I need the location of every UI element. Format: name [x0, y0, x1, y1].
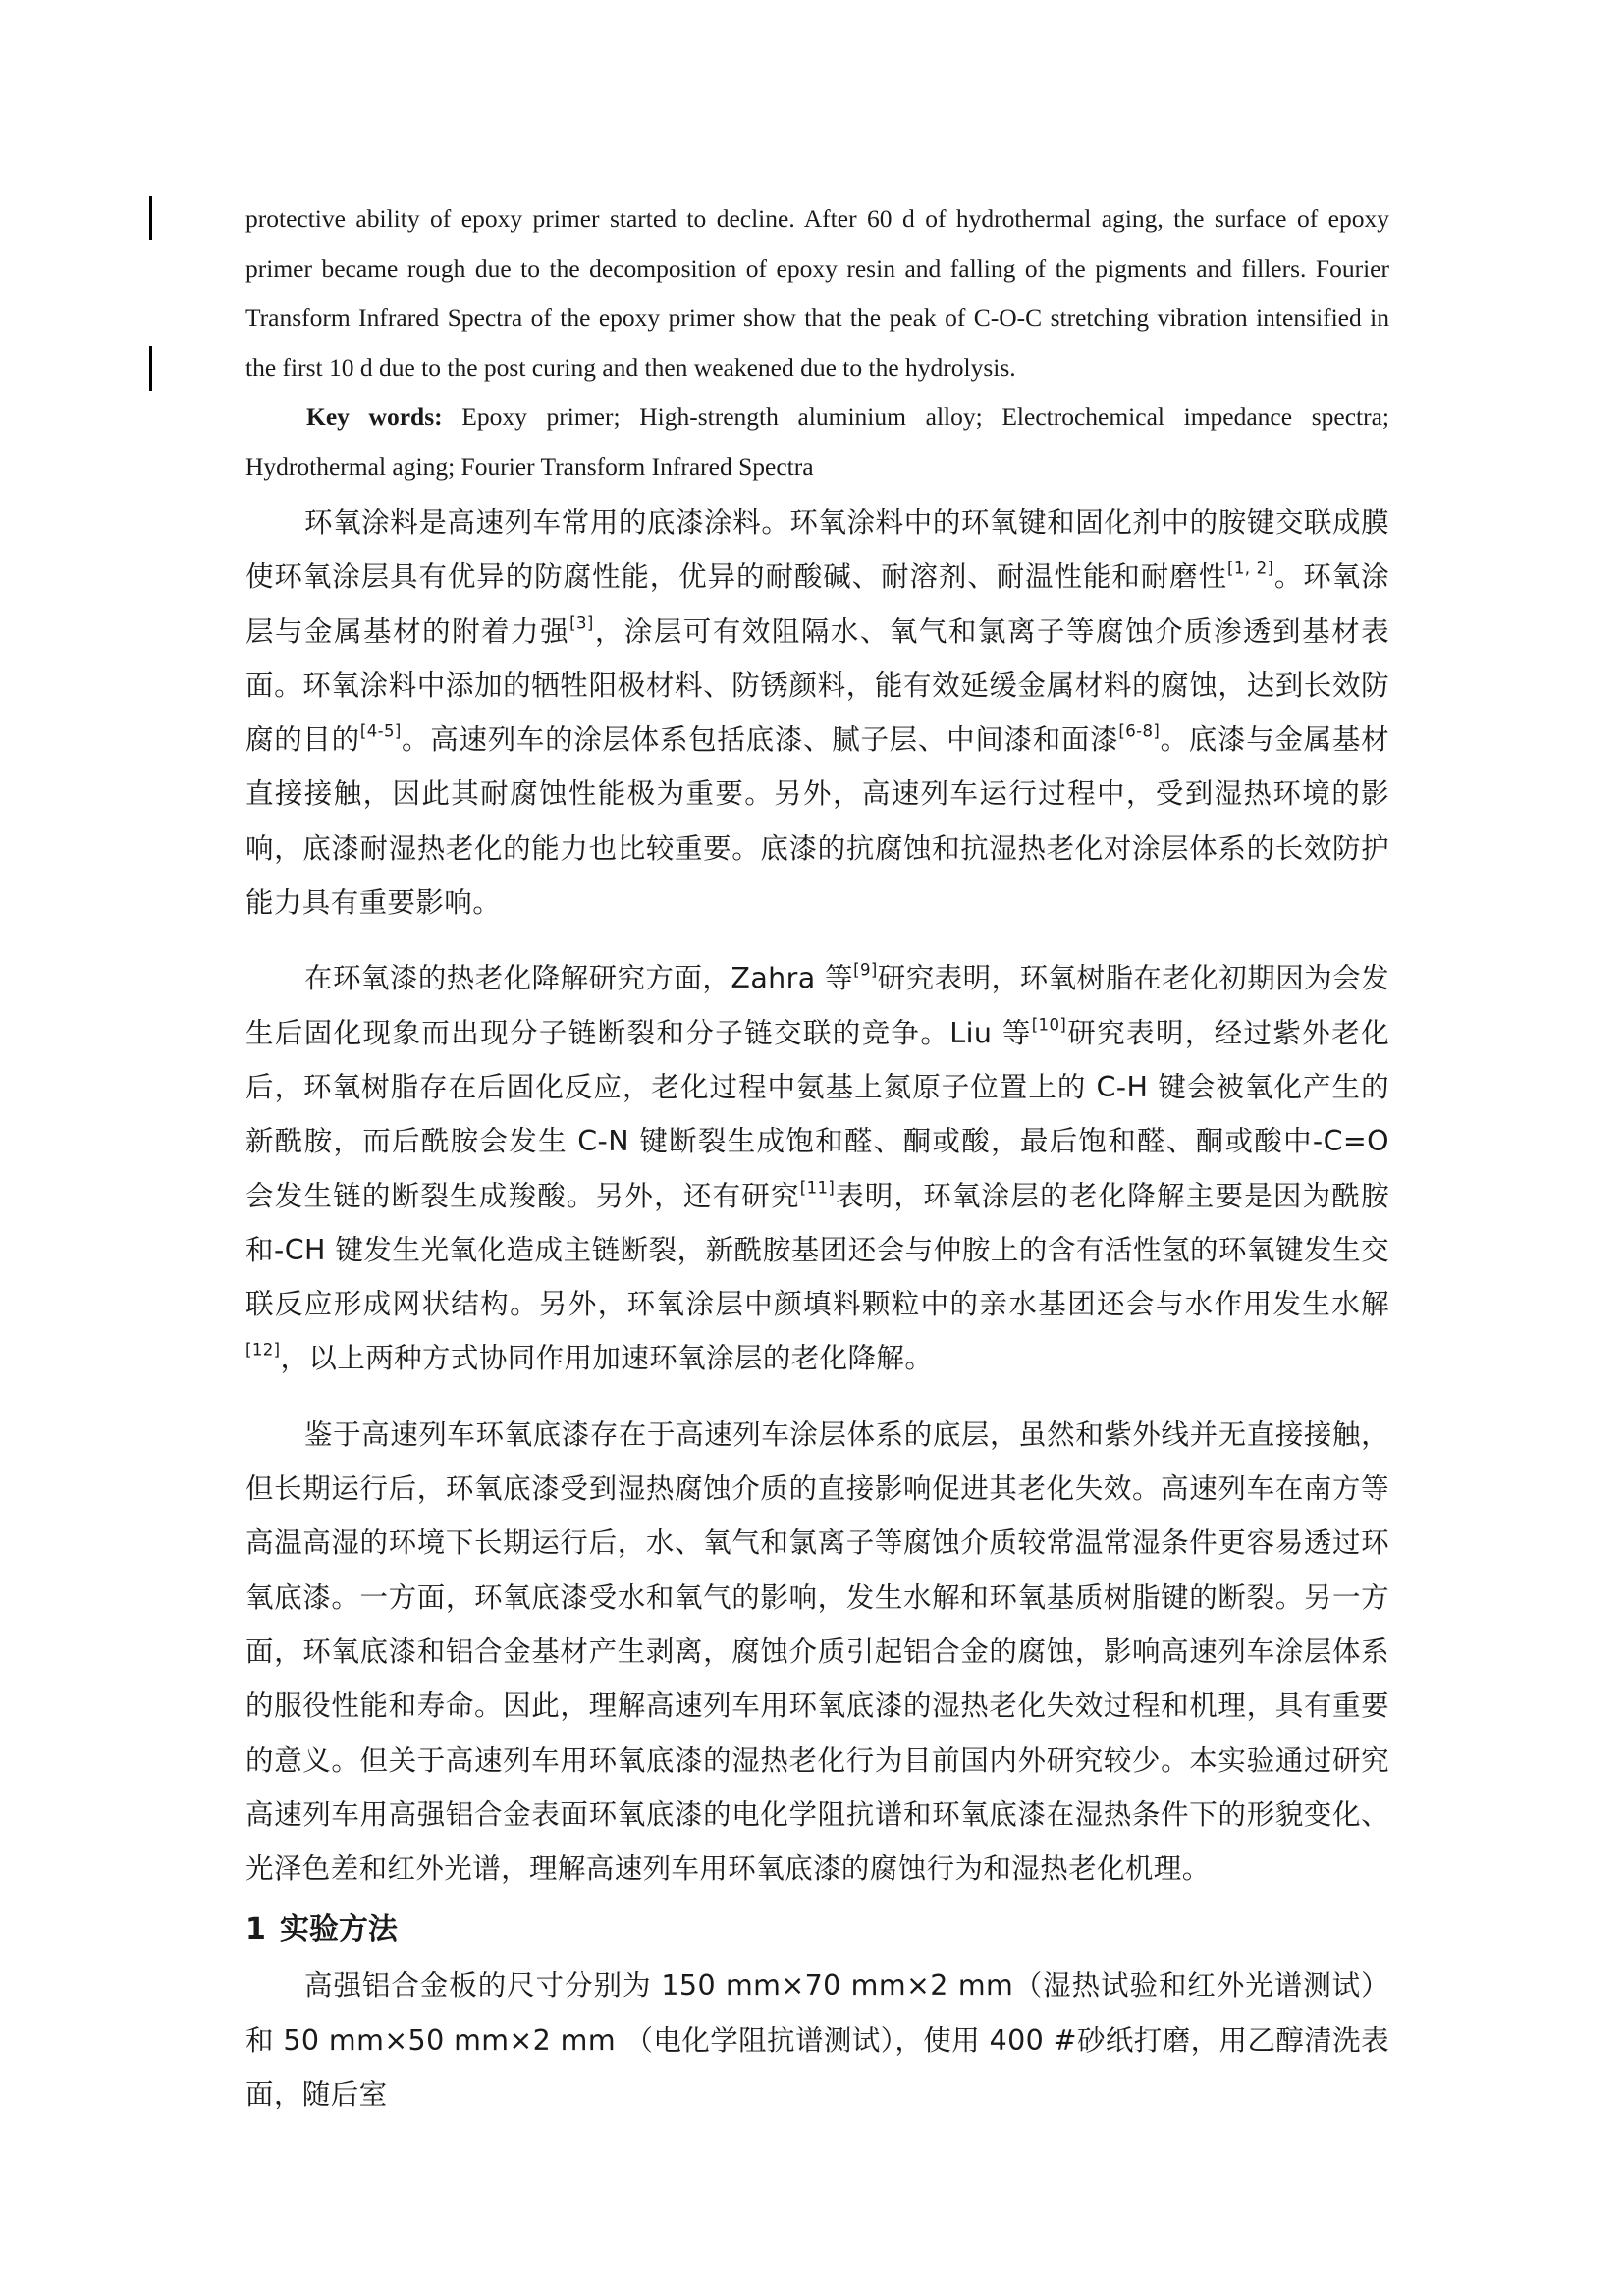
citation: [3]	[569, 614, 594, 633]
page-body	[245, 194, 1389, 2121]
citation: [1, 2]	[1227, 559, 1274, 578]
citation: [10]	[1031, 1015, 1067, 1035]
citation: [12]	[245, 1341, 281, 1361]
intro-paragraph-3: 鉴于高速列车环氧底漆存在于高速列车涂层体系的底层，虽然和紫外线并无直接接触，但长期运行后，环氧底漆受到湿热腐蚀介质的直接影响促进其老化失效。高速列车在南方等高温高湿的环境下长期运行后，水、氧气和氯离子等腐蚀介质较常温常湿条件更容易透过环氧底漆。一方面，环氧底漆受水和氧气的影响，发生水解和环氧基质树脂键的断裂。另一方面，环氧底漆和铝合金基材产生剥离，腐蚀介质引起铝合金的腐蚀，影响高速列车涂层体系的服役性能和寿命。因此，理解高速列车用环氧底漆的湿热老化失效过程和机理，具有重要的意义。但关于高速列车用环氧底漆的湿热老化行为目前国内外研究较少。本实验通过研究高速列车用高强铝合金表面环氧底漆的电化学阻抗谱和环氧底漆在湿热条件下的形貌变化、光泽色差和红外光谱，理解高速列车用环氧底漆的腐蚀行为和湿热老化机理。	[245, 1417, 1389, 1886]
abstract-paragraph: protective ability of epoxy primer started to decline. After 60 d of hydrothermal aging, the surface of epoxy primer became rough due to the decomposition of epoxy resin and falling of the pigments and fillers. Fourier Transform Infrared Spectra of the epoxy primer show that the peak of C-O-C stretching vibration intensified in the first 10 d due to the post curing and then weakened due to the hydrolysis.	[245, 204, 1389, 382]
methods-paragraph-1: 高强铝合金板的尺寸分别为 150 mm×70 mm×2 mm（湿热试验和红外光谱测试）和 50 mm×50 mm×2 mm （电化学阻抗谱测试），使用 400 #砂纸打磨，用乙醇清洗表面，随后室	[245, 1969, 1389, 2111]
section-heading	[245, 1907, 1389, 1952]
keywords-paragraph	[245, 393, 1389, 492]
section-number: 1	[245, 1912, 266, 1948]
intro-paragraph-1: 环氧涂料是高速列车常用的底漆涂料。环氧涂料中的环氧键和固化剂中的胺键交联成膜使环氧涂层具有优异的防腐性能，优异的耐酸碱、耐溶剂、耐温性能和耐磨性[1, 2]。环氧涂层与金属基材的附着力强[3]，涂层可有效阻隔水、氧气和氯离子等腐蚀介质渗透到基材表面。环氧涂料中添加的牺牲阳极材料、防锈颜料，能有效延缓金属材料的腐蚀，达到长效防腐的目的[4-5]。高速列车的涂层体系包括底漆、腻子层、中间漆和面漆[6-8]。底漆与金属基材直接接触，因此其耐腐蚀性能极为重要。另外，高速列车运行过程中，受到湿热环境的影响，底漆耐湿热老化的能力也比较重要。底漆的抗腐蚀和抗湿热老化对涂层体系的长效防护能力具有重要影响。	[245, 507, 1389, 920]
keywords-label: Key words:	[306, 402, 443, 431]
citation: [4-5]	[359, 721, 402, 741]
citation: [6-8]	[1118, 721, 1161, 741]
keywords-text: Epoxy primer; High-strength aluminium alloy; Electrochemical impedance spectra; Hydrothermal aging; Fourier Transform Infrared Spectra	[245, 402, 1390, 481]
intro-paragraph-2: 在环氧漆的热老化降解研究方面，Zahra 等[9]研究表明，环氧树脂在老化初期因为会发生后固化现象而出现分子链断裂和分子链交联的竞争。Liu 等[10]研究表明，经过紫外老化后，环氧树脂存在后固化反应，老化过程中氨基上氮原子位置上的 C-H 键会被氧化产生的新酰胺，而后酰胺会发生 C-N 键断裂生成饱和醛、酮或酸，最后饱和醛、酮或酸中-C=O 会发生链的断裂生成羧酸。另外，还有研究[11]表明，环氧涂层的老化降解主要是因为酰胺和-CH 键发生光氧化造成主链断裂，新酰胺基团还会与仲胺上的含有活性氢的环氧键发生交联反应形成网状结构。另外，环氧涂层中颜填料颗粒中的亲水基团还会与水作用发生水解[12]，以上两种方式协同作用加速环氧涂层的老化降解。	[245, 960, 1389, 1375]
citation: [11]	[799, 1178, 836, 1198]
citation: [9]	[853, 960, 878, 980]
revision-change-bar	[149, 346, 152, 391]
section-title: 实验方法	[279, 1912, 398, 1948]
revision-change-bar	[149, 196, 152, 240]
